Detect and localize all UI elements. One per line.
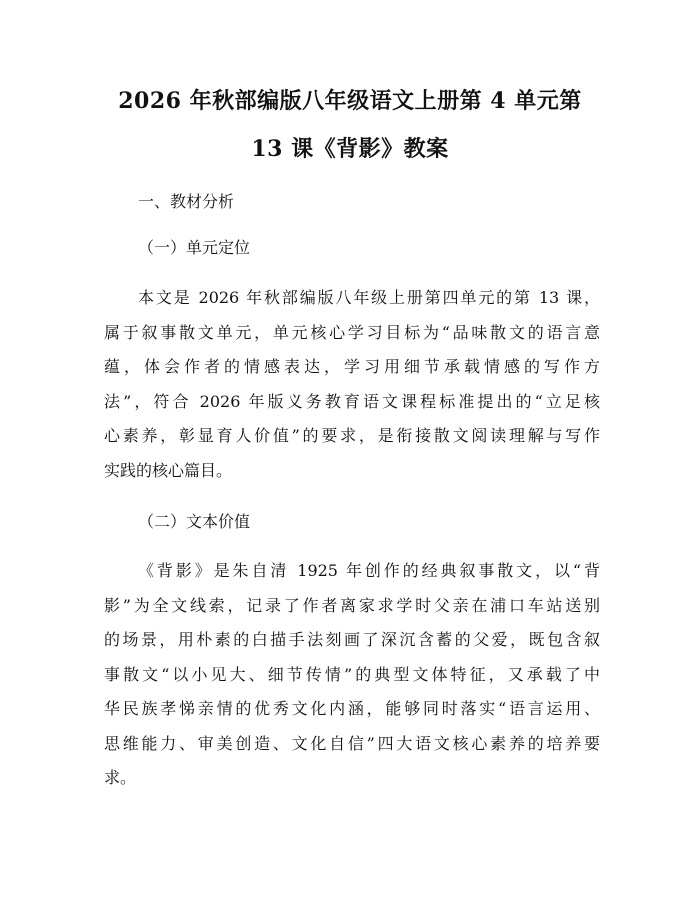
paragraph-line: 心素养，彰显育人价值”的要求，是衔接散文阅读理解与写作 bbox=[104, 426, 600, 445]
paragraph-line: 实践的核心篇目。 bbox=[104, 460, 233, 480]
paragraph-line: 华民族孝悌亲情的优秀文化内涵，能够同时落实“语言运用、 bbox=[104, 699, 600, 718]
document-title-line-1: 2026 年秋部编版八年级语文上册第 4 单元第 bbox=[118, 88, 582, 114]
section-heading-textbook-analysis: 一、教材分析 bbox=[138, 192, 235, 211]
document-title-line-2: 13 课《背影》教案 bbox=[251, 136, 449, 162]
paragraph-line: 蕴，体会作者的情感表达，学习用细节承载情感的写作方 bbox=[104, 357, 600, 376]
paragraph-line: 属于叙事散文单元，单元核心学习目标为“品味散文的语言意 bbox=[104, 322, 600, 342]
paragraph-line: 求。 bbox=[104, 768, 137, 787]
paragraph-line: 事散文“以小见大、细节传情”的典型文体特征，又承载了中 bbox=[104, 664, 600, 684]
paragraph-line: 影”为全文线索，记录了作者离家求学时父亲在浦口车站送别 bbox=[104, 595, 600, 615]
paragraph-line: 思维能力、审美创造、文化自信”四大语文核心素养的培养要 bbox=[104, 733, 600, 753]
paragraph-line: 《背影》是朱自清 1925 年创作的经典叙事散文，以“背 bbox=[138, 561, 600, 580]
subsection-heading-unit-positioning: （一）单元定位 bbox=[138, 238, 251, 257]
paragraph-line: 本文是 2026 年秋部编版八年级上册第四单元的第 13 课， bbox=[138, 288, 600, 307]
paragraph-line: 法”，符合 2026 年版义务教育语文课程标准提出的“立足核 bbox=[104, 391, 600, 411]
paragraph-line: 的场景，用朴素的白描手法刻画了深沉含蓄的父爱，既包含叙 bbox=[104, 630, 600, 649]
paragraph-unit-positioning bbox=[104, 281, 600, 488]
paragraph-text-value bbox=[104, 554, 600, 796]
subsection-heading-text-value: （二）文本价值 bbox=[138, 512, 251, 531]
